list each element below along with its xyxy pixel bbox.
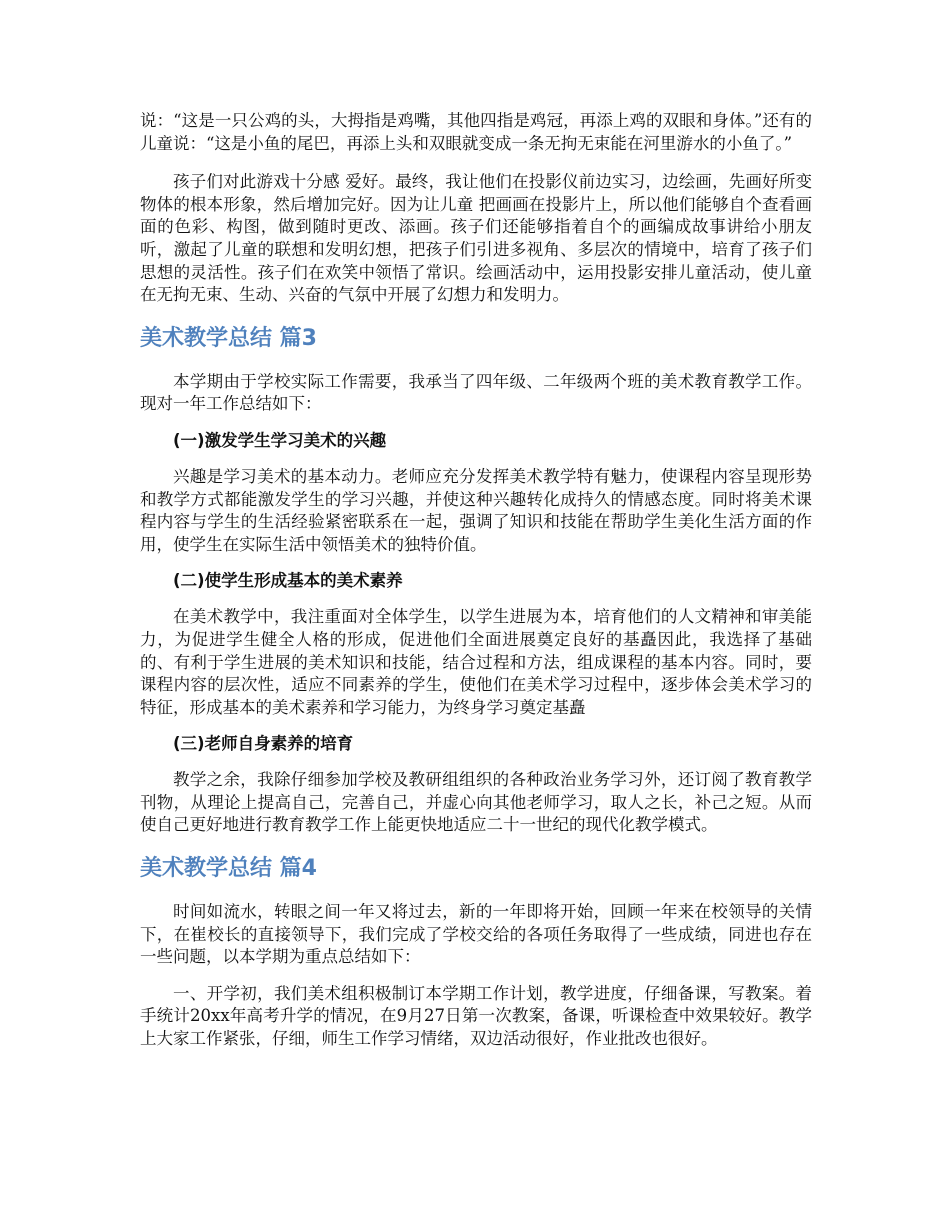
section-4-heading: 美术教学总结 篇4 <box>140 856 317 882</box>
section-3-subheading-1: (一)激发学生学习美术的兴趣 <box>173 430 387 450</box>
section-3-subheading-2: (二)使学生形成基本的美术素养 <box>173 571 403 591</box>
paragraph-intro-2: 孩子们对此游戏十分感 爱好。最终，我让他们在投影仪前边实习，边绘画，先画好所变物体的根本形象，然后增加完好。因为让儿童 把画画在投影片上，所以他们能够自个查看画面的色彩、构图，做到随时更改、添画。孩子们还能够指着自个的画编成故事讲给小朋友听，激起了儿童的联想和发明幻想，把孩子们引进多视角、多层次的情境中，培育了孩子们思想的灵活性。孩子们在欢笑中领悟了常识。绘画活动中，运用投影安排儿童活动，使儿童在无拘无束、生动、兴奋的气氛中开展了幻想力和发明力。 <box>140 172 812 305</box>
paragraph-intro-1: 说：“这是一只公鸡的头，大拇指是鸡嘴，其他四指是鸡冠，再添上鸡的双眼和身体。”还有的儿童说：“这是小鱼的尾巴，再添上头和双眼就变成一条无拘无束能在河里游水的小鱼了。” <box>140 111 812 153</box>
section-3-intro: 本学期由于学校实际工作需要，我承当了四年级、二年级两个班的美术教育教学工作。现对一年工作总结如下： <box>140 371 812 414</box>
section-3-subheading-3: (三)老师自身素养的培育 <box>173 734 354 754</box>
section-4-paragraph-2: 一、开学初，我们美术组积极制订本学期工作计划，教学进度，仔细备课，写教案。着手统计20xx年高考升学的情况，在9月27日第一次教案，备课，听课检查中效果较好。教学上大家工作紧张，仔细，师生工作学习情绪，双边活动很好，作业批改也很好。 <box>140 983 812 1049</box>
section-3-heading: 美术教学总结 篇3 <box>140 325 317 351</box>
section-3-paragraph-1: 兴趣是学习美术的基本动力。老师应充分发挥美术教学特有魅力，使课程内容呈现形势和教学方式都能激发学生的学习兴趣，并使这种兴趣转化成持久的情感态度。同时将美术课程内容与学生的生活经验紧密联系在一起，强调了知识和技能在帮助学生美化生活方面的作用，使学生在实际生活中领悟美术的独特价值。 <box>140 466 812 554</box>
section-3-paragraph-2: 在美术教学中，我注重面对全体学生，以学生进展为本，培育他们的人文精神和审美能力，为促进学生健全人格的形成，促进他们全面进展奠定良好的基矗因此，我选择了基础的、有利于学生进展的美术知识和技能，结合过程和方法，组成课程的基本内容。同时，要课程内容的层次性，适应不同素养的学生，使他们在美术学习过程中，逐步体会美术学习的特征，形成基本的美术素养和学习能力，为终身学习奠定基矗 <box>140 607 812 717</box>
document-page <box>140 110 812 1051</box>
section-3-paragraph-3: 教学之余，我除仔细参加学校及教研组组织的各种政治业务学习外，还订阅了教育教学刊物，从理论上提高自己，完善自己，并虚心向其他老师学习，取人之长，补己之短。从而使自己更好地进行教育教学工作上能更快地适应二十一世纪的现代化教学模式。 <box>140 770 812 835</box>
section-4-paragraph-1: 时间如流水，转眼之间一年又将过去，新的一年即将开始，回顾一年来在校领导的关情下，在崔校长的直接领导下，我们完成了学校交给的各项任务取得了一些成绩，同进也存在一些问题，以本学期为重点总结如下： <box>140 902 812 967</box>
